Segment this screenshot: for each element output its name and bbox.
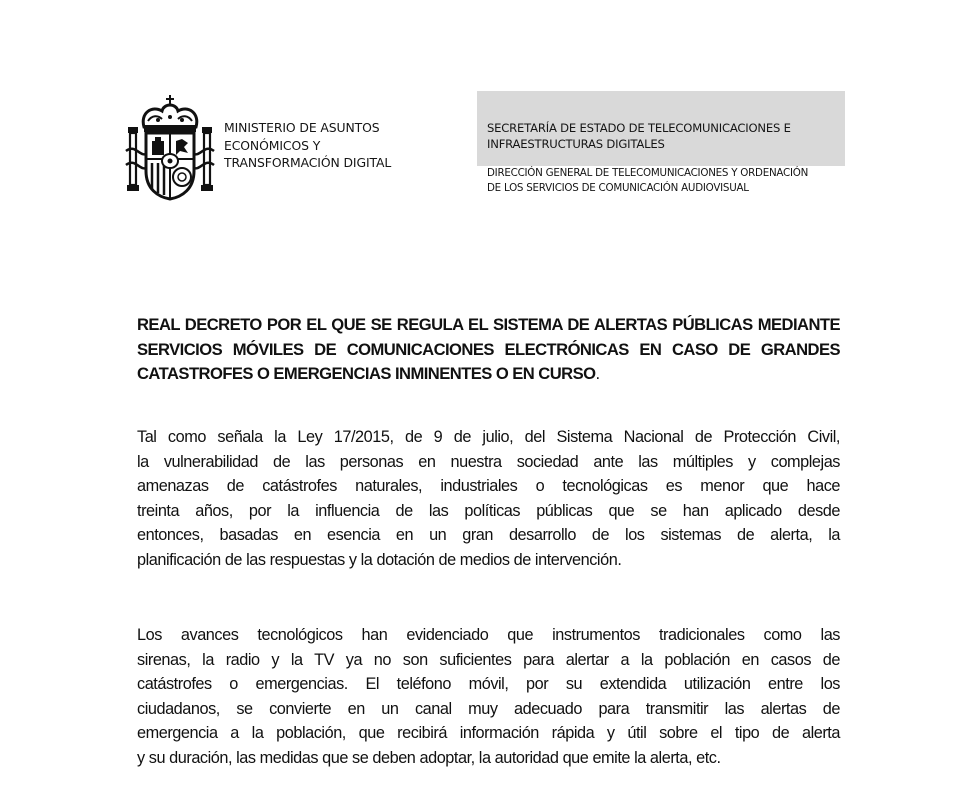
title-line: SERVICIOS MÓVILES DE COMUNICACIONES ELECTRÓNICAS EN CASO DE GRANDES (137, 339, 840, 359)
paragraph-line: emergencia a la población, que recibirá información rápida y útil sobre el tipo de alerta (137, 724, 840, 743)
ministry-line: TRANSFORMACIÓN DIGITAL (224, 155, 392, 170)
paragraph-line: Tal como señala la Ley 17/2015, de 9 de julio, del Sistema Nacional de Protección Civil, (137, 428, 840, 446)
spain-coat-of-arms-icon (122, 93, 218, 201)
ministry-name (224, 119, 391, 172)
paragraph-line: planificación de las respuestas y la dotación de medios de intervención. (137, 550, 622, 569)
title-line: CATASTROFES O EMERGENCIAS INMINENTES O EN CURSO (137, 364, 596, 383)
secretariat-name (487, 120, 791, 152)
secretariat-line: SECRETARÍA DE ESTADO DE TELECOMUNICACIONES E (487, 121, 791, 135)
paragraph-line: Los avances tecnológicos han evidenciado que instrumentos tradicionales como las (137, 626, 840, 644)
title-period: . (595, 364, 600, 383)
directorate-line: DE LOS SERVICIOS DE COMUNICACIÓN AUDIOVISUAL (487, 181, 749, 194)
ministry-line: ECONÓMICOS Y (224, 137, 321, 153)
paragraph-line: treinta años, por la influencia de las políticas públicas que se han aplicado desde (137, 501, 840, 520)
paragraph-line: y su duración, las medidas que se deben adoptar, la autoridad que emite la alerta, etc. (137, 748, 721, 767)
paragraph-line: catástrofes o emergencias. El teléfono móvil, por su extendida utilización entre los (137, 675, 840, 694)
title-line-last (137, 362, 840, 387)
ministry-line: MINISTERIO DE ASUNTOS (224, 120, 380, 135)
directorate-line: DIRECCIÓN GENERAL DE TELECOMUNICACIONES Y ORDENACIÓN (487, 167, 809, 179)
paragraph-1 (137, 425, 840, 573)
paragraph-line: amenazas de catástrofes naturales, industriales o tecnológicas es menor que hace (137, 477, 840, 496)
secretariat-line: INFRAESTRUCTURAS DIGITALES (487, 137, 665, 151)
paragraph-line: ciudadanos, se convierte en un canal muy adecuado para transmitir las alertas de (137, 699, 840, 718)
paragraph-line: la vulnerabilidad de las personas en nuestra sociedad ante las múltiples y complejas (137, 452, 840, 471)
title-line: REAL DECRETO POR EL QUE SE REGULA EL SISTEMA DE ALERTAS PÚBLICAS MEDIANTE (137, 315, 840, 334)
paragraph-line: sirenas, la radio y la TV ya no son suficientes para alertar a la población en casos de (137, 650, 840, 669)
ministry-header (122, 93, 391, 201)
paragraph-line: entonces, basadas en esencia en un gran desarrollo de los sistemas de alerta, la (137, 526, 840, 545)
directorate-name (487, 166, 808, 195)
paragraph-2 (137, 623, 840, 771)
document-title (137, 313, 840, 387)
